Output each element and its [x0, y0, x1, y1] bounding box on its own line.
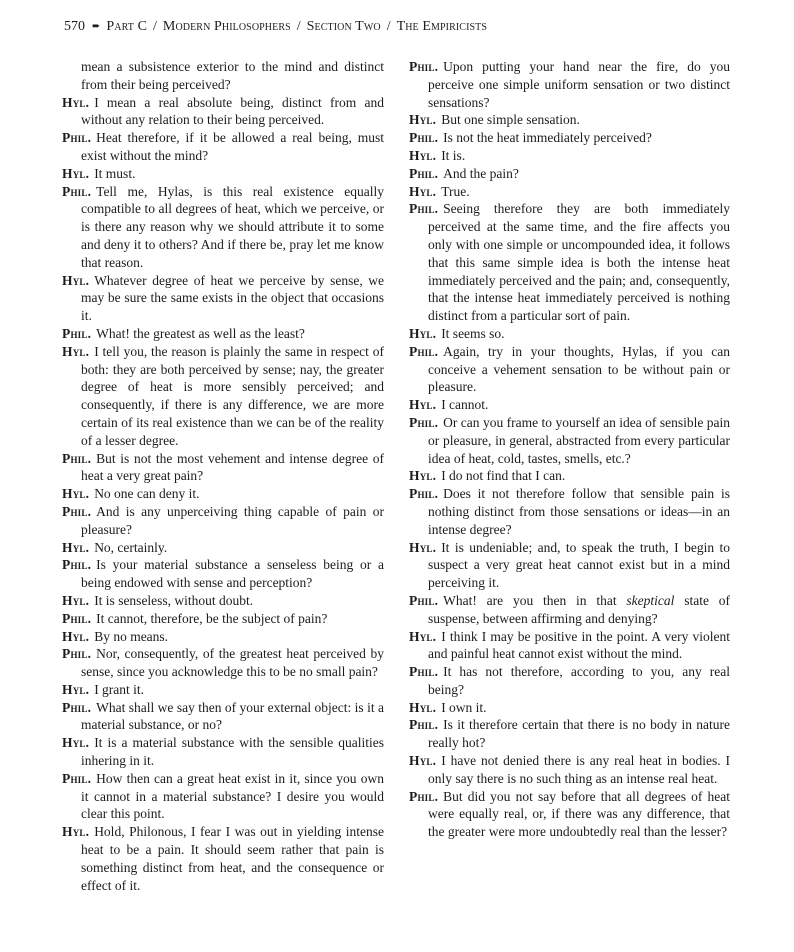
header-part: Part C	[106, 19, 148, 34]
dialogue-entry	[62, 770, 384, 823]
dialogue-entry	[62, 699, 384, 735]
speaker-label: Hyl .	[409, 468, 436, 483]
speech-text: What shall we say then of your external object: is it a material substance, or no?	[81, 699, 384, 733]
dialogue-entry	[409, 788, 730, 841]
speaker-label: Phil .	[62, 184, 91, 199]
dialogue-entry	[62, 129, 384, 165]
dialogue-entry	[409, 628, 730, 664]
dialogue-entry	[62, 183, 384, 272]
dialogue-entry	[409, 396, 730, 414]
dialogue-entry	[62, 628, 384, 646]
speech-text: Hold, Philonous, I fear I was out in yielding intense heat to be a pain. It should seem rather that pain is something distinct from heat, and the consequence or effect of it.	[81, 824, 384, 893]
speaker-label: Phil .	[409, 789, 438, 804]
speaker-label: Hyl .	[62, 486, 89, 501]
speech-text: And is any unperceiving thing capable of pain or pleasure?	[81, 503, 384, 537]
speech-text: I think I may be positive in the point. A very violent and painful heat cannot exist without the mind.	[428, 628, 730, 662]
speech-text: I grant it.	[94, 681, 145, 697]
dialogue-entry	[62, 343, 384, 450]
speech-text: Seeing therefore they are both immediately perceived at the same time, and the fire affects you only with one simple or uncompounded idea, it follows that this same simple idea is both the intense heat immediately perceived and the pain; and, consequently, that the intense heat immediately perceived is nothing distinct from a particular sort of pain.	[428, 201, 730, 324]
speech-text: And the pain?	[443, 165, 519, 181]
speech-text: It must.	[94, 165, 136, 181]
header-separator: /	[153, 19, 157, 34]
running-header	[64, 18, 744, 36]
speaker-label: Phil .	[62, 130, 91, 145]
speaker-label: Phil .	[409, 664, 438, 679]
speaker-label: Phil .	[62, 557, 91, 572]
dialogue-entry	[409, 467, 730, 485]
speaker-label: Phil .	[62, 771, 91, 786]
dialogue-entry	[62, 94, 384, 130]
dialogue-entry	[409, 414, 730, 467]
speech-text: No one can deny it.	[94, 486, 200, 502]
speech-text: But one simple sensation.	[441, 112, 580, 128]
speech-text: It cannot, therefore, be the subject of pain?	[96, 610, 328, 626]
speaker-label: Hyl .	[409, 112, 436, 127]
page-number: 570	[64, 19, 85, 34]
dialogue-entry	[409, 200, 730, 325]
dialogue-entry	[409, 147, 730, 165]
dialogue-entry	[62, 823, 384, 894]
speech-text: Is your material substance a senseless being or a being endowed with sense and perception?	[81, 557, 384, 591]
speech-text: I cannot.	[441, 397, 489, 413]
speaker-label: Phil .	[409, 130, 438, 145]
speech-text: What! the greatest as well as the least?	[96, 325, 305, 341]
dialogue-entry	[409, 716, 730, 752]
speech-text: It seems so.	[441, 325, 505, 341]
speech-text: It is undeniable; and, to speak the truth, I begin to suspect a very great heat cannot exist but in a mind perceiving it.	[428, 539, 730, 591]
speaker-label: Hyl .	[62, 540, 89, 555]
dialogue-entry	[409, 325, 730, 343]
speech-text: Heat therefore, if it be allowed a real being, must exist without the mind?	[81, 130, 384, 163]
speaker-label: Hyl .	[62, 95, 89, 110]
dialogue-entry	[409, 699, 730, 717]
right-column	[409, 58, 730, 841]
speaker-label: Phil .	[409, 717, 438, 732]
speech-text: mean a subsistence exterior to the mind and distinct from their being perceived?	[81, 59, 384, 92]
speaker-label: Hyl .	[62, 273, 89, 288]
dialogue-entry	[409, 592, 730, 628]
dialogue-entry	[409, 343, 730, 396]
dialogue-entry	[409, 165, 730, 183]
speech-text: I mean a real absolute being, distinct from and without any relation to their being perceived.	[81, 94, 384, 128]
speaker-label: Hyl .	[409, 540, 436, 555]
speaker-label: Phil .	[62, 451, 91, 466]
speaker-label: Phil .	[409, 415, 438, 430]
dialogue-entry	[62, 485, 384, 503]
speech-text: state of suspense, between affirming and denying?	[428, 592, 730, 626]
speech-text: Does it not therefore follow that sensible pain is nothing distinct from those sensations or ideas—in an intense degree?	[428, 486, 730, 537]
dialogue-entry	[62, 592, 384, 610]
header-section: Section Two	[306, 19, 381, 34]
dialogue-entry	[62, 450, 384, 486]
dialogue-entry	[62, 272, 384, 325]
dialogue-entry	[409, 111, 730, 129]
dialogue-entry	[62, 681, 384, 699]
header-separator: /	[386, 19, 391, 34]
speaker-label: Hyl .	[409, 397, 436, 412]
speaker-label: Hyl .	[409, 184, 436, 199]
speaker-label: Hyl .	[62, 344, 89, 359]
dialogue-entry	[409, 129, 730, 147]
speaker-label: Phil .	[409, 593, 438, 608]
speech-text: I own it.	[441, 699, 487, 715]
speaker-label: Phil .	[409, 201, 438, 216]
speech-text: It is.	[441, 147, 466, 163]
dialogue-entry	[409, 539, 730, 592]
speaker-label: Phil .	[409, 344, 438, 359]
speaker-label: Hyl .	[62, 593, 89, 608]
speaker-label: Hyl .	[62, 824, 89, 839]
speech-text: True.	[441, 183, 470, 199]
header-separator: /	[296, 19, 301, 34]
dialogue-entry	[409, 58, 730, 111]
speaker-label: Phil .	[409, 486, 438, 501]
speaker-label: Hyl .	[62, 166, 89, 181]
dialogue-entry	[62, 165, 384, 183]
speech-text: Or can you frame to yourself an idea of sensible pain or pleasure, in general, abstracted from every particular idea of heat, cold, tastes, smells, etc.?	[428, 414, 730, 466]
speaker-label: Hyl .	[409, 326, 436, 341]
speech-text: I tell you, the reason is plainly the same in respect of both: they are both perceived by sense; nay, the greater degree of heat is more sensibly perceived; and consequently, if there is any difference, we are more certain of its real existence than we can be of the reality of a lesser degree.	[81, 343, 384, 448]
italic-term: skeptical	[626, 592, 675, 608]
dialogue-entry	[409, 183, 730, 201]
speaker-label: Phil .	[62, 700, 91, 715]
speech-text: It is senseless, without doubt.	[94, 592, 254, 608]
speaker-label: Phil .	[409, 59, 438, 74]
header-chapter: The Empiricists	[396, 19, 488, 34]
speech-text: But did you not say before that all degrees of heat were equally real, or, if there was any difference, that the greater were more undoubtedly real than the lesser?	[428, 788, 730, 840]
speaker-label: Hyl .	[409, 700, 436, 715]
speech-text: What! are you then in that	[443, 592, 627, 608]
speech-text: No, certainly.	[94, 539, 168, 555]
dialogue-entry	[62, 610, 384, 628]
speaker-label: Phil .	[62, 646, 91, 661]
speaker-label: Phil .	[62, 504, 91, 519]
dialogue-entry	[409, 663, 730, 699]
speech-text: Is it therefore certain that there is no body in nature really hot?	[428, 717, 730, 751]
speech-text: Whatever degree of heat we perceive by sense, we may be sure the same exists in the object that occasions it.	[81, 272, 384, 324]
dialogue-entry	[62, 556, 384, 592]
speech-text: By no means.	[94, 628, 169, 644]
header-book: Modern Philosophers	[162, 19, 291, 34]
speech-text: I do not find that I can.	[441, 468, 566, 484]
speaker-label: Phil .	[62, 611, 91, 626]
speech-text: Upon putting your hand near the fire, do you perceive one simple uniform sensation or two distinct sensations?	[428, 59, 730, 110]
speaker-label: Hyl .	[409, 629, 436, 644]
dialogue-entry	[62, 734, 384, 770]
speech-text: It is a material substance with the sensible qualities inhering in it.	[81, 735, 384, 769]
speaker-label: Hyl .	[62, 735, 89, 750]
dialogue-continuation	[62, 58, 384, 94]
speech-text: Tell me, Hylas, is this real existence equally compatible to all degrees of heat, which we perceive, or is there any reason why we should attribute it to some and deny it to others? And if there be, pray let me know that reason.	[81, 183, 384, 270]
speaker-label: Hyl .	[409, 753, 436, 768]
dialogue-entry	[409, 752, 730, 788]
left-column	[62, 58, 384, 894]
dialogue-entry	[62, 645, 384, 681]
speaker-label: Hyl .	[409, 148, 436, 163]
speaker-label: Hyl .	[62, 682, 89, 697]
speaker-label: Phil .	[409, 166, 438, 181]
speech-text: How then can a great heat exist in it, since you own it cannot in a material substance? I desire you would clear this point.	[81, 770, 384, 822]
speech-text: Again, try in your thoughts, Hylas, if you can conceive a vehement sensation to be without pain or pleasure.	[428, 343, 730, 395]
speech-text: But is not the most vehement and intense degree of heat a very great pain?	[81, 450, 384, 484]
dialogue-entry	[62, 325, 384, 343]
speaker-label: Phil .	[62, 326, 91, 341]
dialogue-entry	[409, 485, 730, 538]
dialogue-entry	[62, 503, 384, 539]
speech-text: I have not denied there is any real heat in bodies. I only say there is no such thing as an intense real heat.	[428, 753, 730, 786]
speech-text: Nor, consequently, of the greatest heat perceived by sense, since you acknowledge this to be no small pain?	[81, 646, 384, 680]
speech-text: Is not the heat immediately perceived?	[443, 130, 652, 146]
dialogue-entry	[62, 539, 384, 557]
speaker-label: Hyl .	[62, 629, 89, 644]
speech-text: It has not therefore, according to you, any real being?	[428, 664, 730, 697]
arrow-icon: ➨	[92, 21, 101, 32]
